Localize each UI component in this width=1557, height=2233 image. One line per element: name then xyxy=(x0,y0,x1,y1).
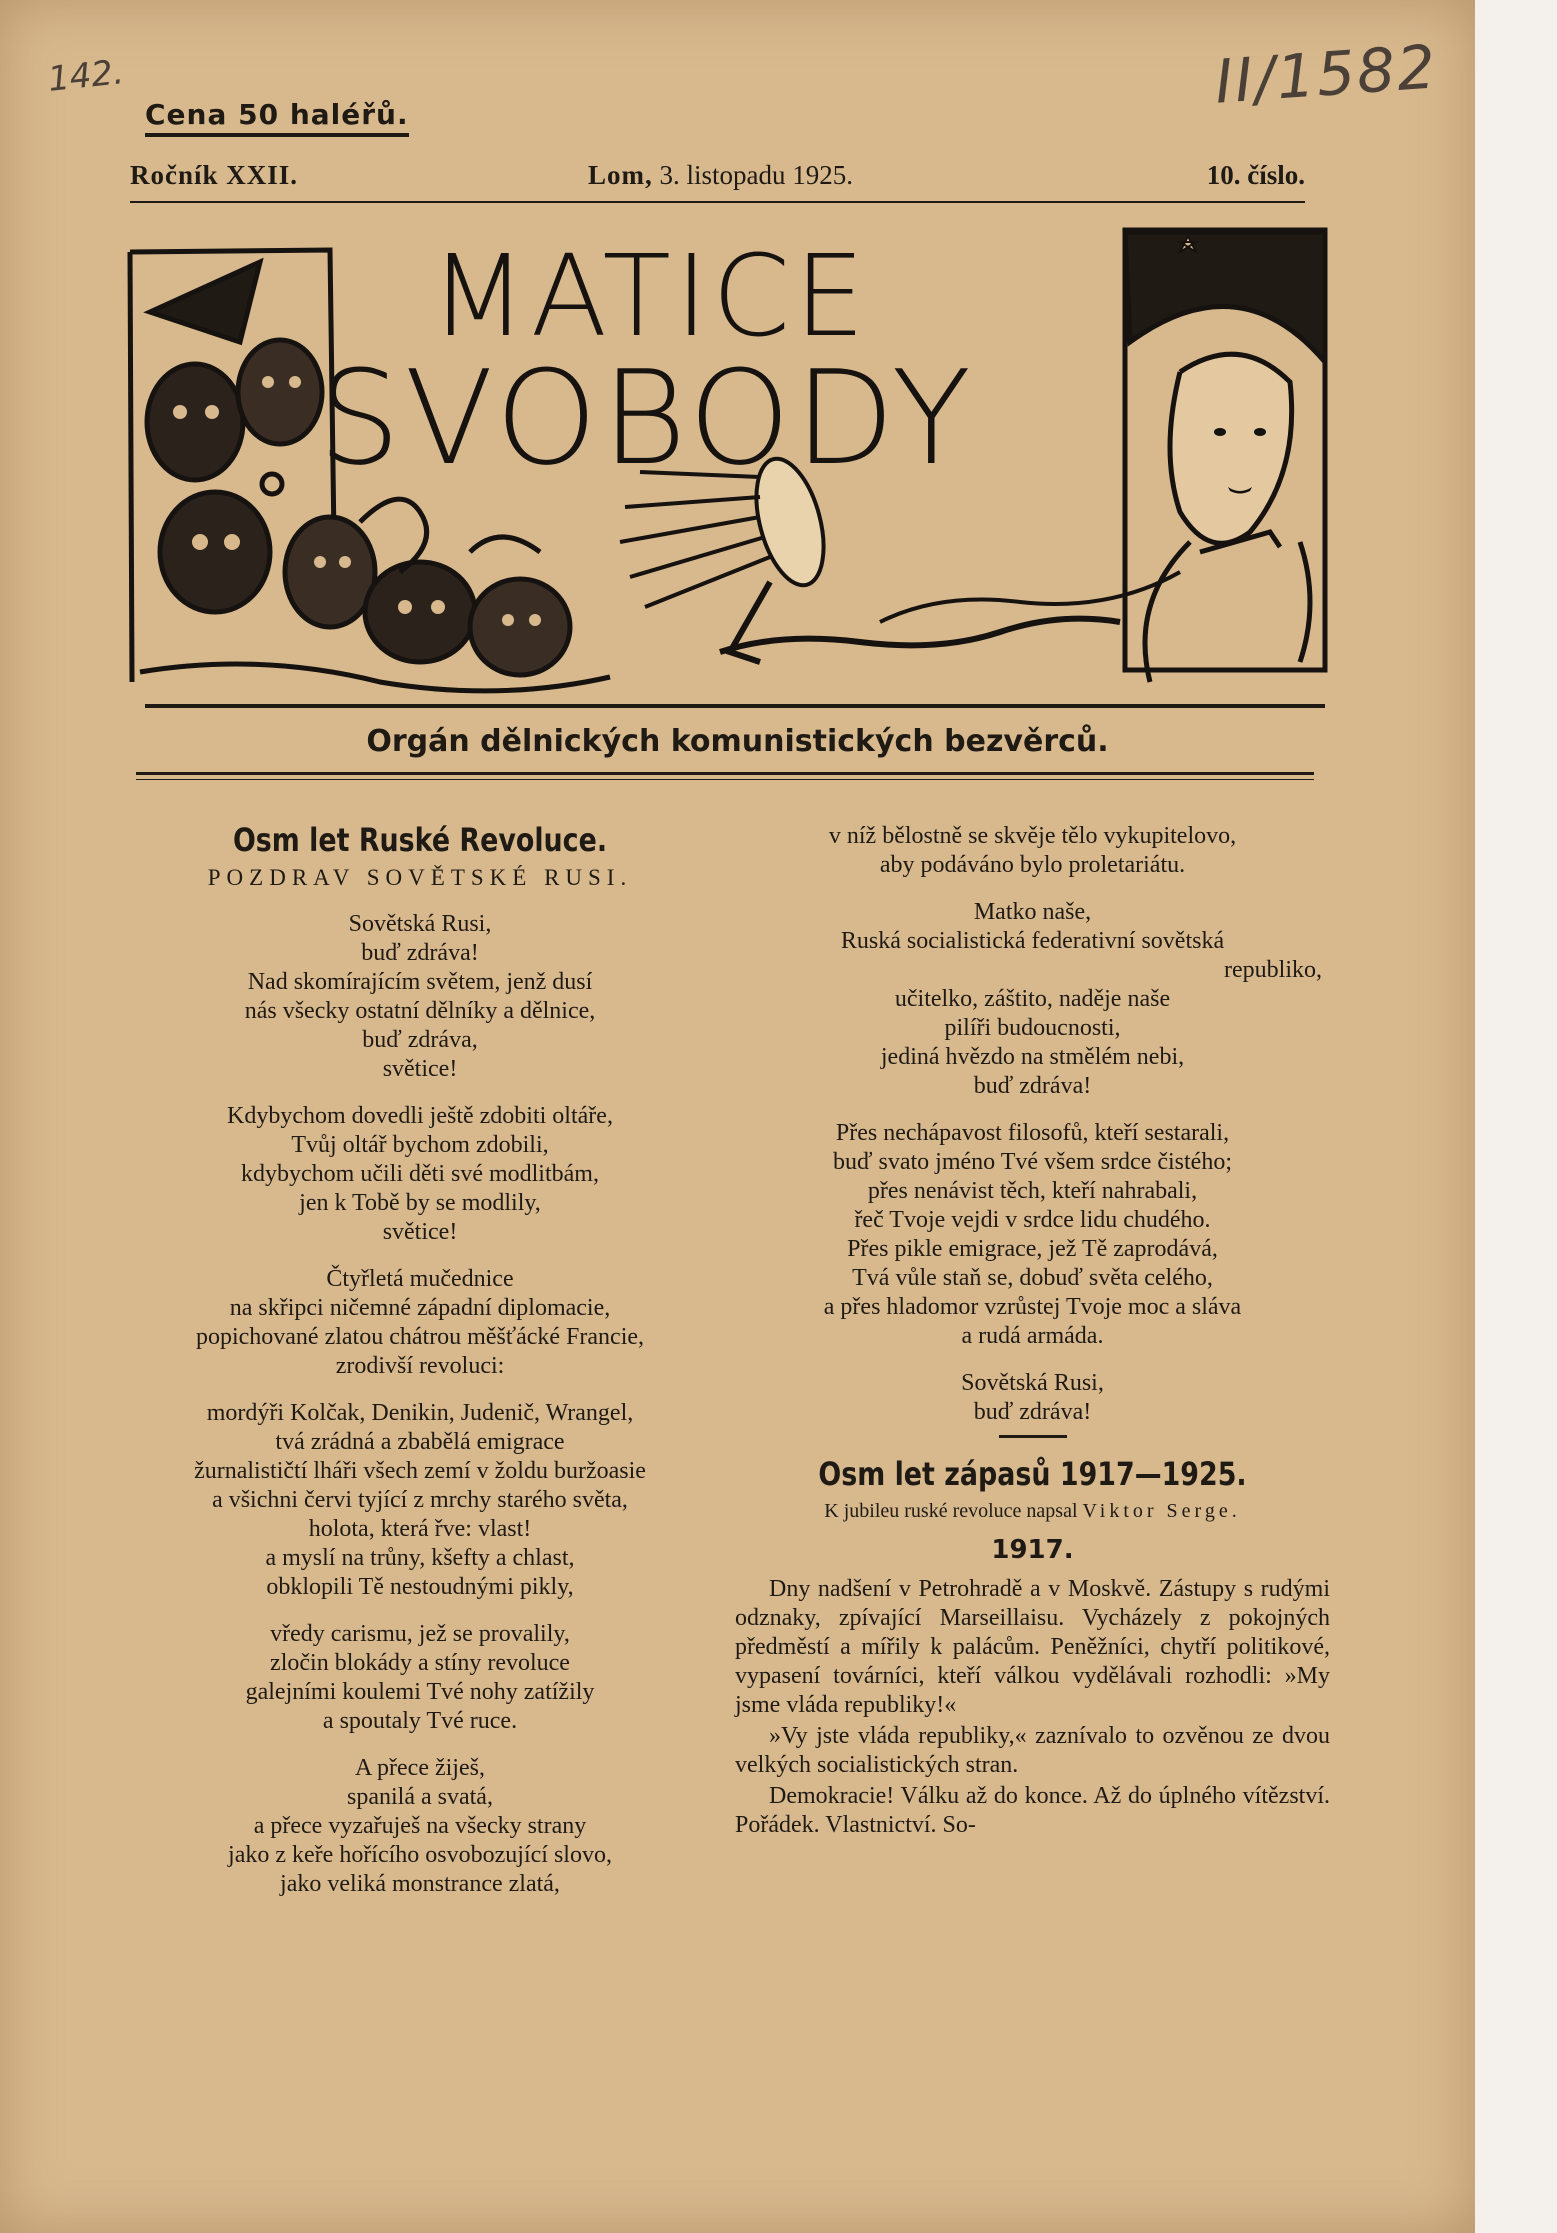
poem-line: jediná hvězdo na stmělém nebi, xyxy=(880,1044,1185,1070)
poem-line: Kdybychom dovedli ještě zdobiti oltáře, xyxy=(227,1103,613,1129)
article-paragraph: »Vy jste vláda republiky,« zaznívalo to ozvěnou ze dvou velkých socialistických stran. xyxy=(735,1723,1330,1778)
article-paragraph: Demokracie! Válku až do konce. Až do úplného vítězství. Pořádek. Vlastnictví. So- xyxy=(735,1783,1330,1838)
poem-stanza xyxy=(735,898,1330,956)
poem-line: aby podáváno bylo proletariátu. xyxy=(879,852,1186,878)
masthead xyxy=(120,222,1340,722)
poem-line: a rudá armáda. xyxy=(961,1323,1104,1349)
poem-line: Sovětská Rusi, xyxy=(348,911,492,937)
poem-line: galejními koulemi Tvé nohy zatížily xyxy=(245,1679,595,1705)
poem-line: přes nenávist těch, kteří nahrabali, xyxy=(867,1178,1198,1204)
poem-line: Matko naše, xyxy=(973,899,1092,925)
poem-line: buď zdráva! xyxy=(973,1399,1092,1425)
poem-line: spanilá a svatá, xyxy=(347,1784,493,1810)
poem-stanza xyxy=(130,1102,710,1247)
poem-line: a všichni červi tyjící z mrchy starého světa, xyxy=(212,1487,628,1513)
date-label: 3. listopadu 1925. xyxy=(652,160,853,190)
byline-author: Viktor Serge. xyxy=(1082,1500,1241,1522)
section-divider xyxy=(999,1435,1067,1438)
subtitle-rule xyxy=(136,772,1314,780)
poem-line: a přece vyzařuješ na všecky strany xyxy=(253,1813,587,1839)
subtitle: Orgán dělnických komunistických bezvěrců. xyxy=(366,724,1109,759)
article-kicker: POZDRAV SOVĚTSKÉ RUSI. xyxy=(207,865,633,890)
poem-line: zločin blokády a stíny revoluce xyxy=(270,1650,570,1676)
poem-stanza xyxy=(735,985,1330,1101)
poem-line: Nad skomírajícím světem, jenž dusí xyxy=(247,969,593,995)
poem-line: vředy carismu, jež se provalily, xyxy=(270,1621,570,1647)
poem-line: mordýři Kolčak, Denikin, Judenič, Wrangel, xyxy=(206,1400,634,1426)
price-label: Cena 50 haléřů. xyxy=(145,98,409,137)
article-byline xyxy=(735,1497,1330,1526)
left-column xyxy=(130,821,710,1917)
poem-line: buď zdráva! xyxy=(361,940,479,966)
poem-line: A přece žiješ, xyxy=(355,1755,485,1781)
poem-line: jen k Tobě by se modlily, xyxy=(299,1190,541,1216)
article-headline: Osm let zápasů 1917—1925. xyxy=(818,1455,1247,1493)
poem-line: světice! xyxy=(382,1056,458,1082)
poem-line: a přes hladomor vzrůstej Tvoje moc a sláva xyxy=(823,1294,1242,1320)
poem-line: Tvůj oltář bychom zdobili, xyxy=(291,1132,549,1158)
right-column xyxy=(735,822,1330,1842)
poem-line: Sovětská Rusi, xyxy=(961,1370,1104,1396)
poem-line: popichované zlatou chátrou měšťácké Francie, xyxy=(195,1324,645,1350)
poem-stanza xyxy=(735,1119,1330,1351)
poem-stanza xyxy=(130,1754,710,1899)
poem-stanza xyxy=(735,1369,1330,1427)
poem-line: zrodivší revoluci: xyxy=(335,1353,505,1379)
place-label: Lom, xyxy=(588,160,653,190)
poem-line: buď zdráva, xyxy=(362,1027,478,1053)
poem-line: kdybychom učili děti své modlitbám, xyxy=(241,1161,599,1187)
issue-number: 10. číslo. xyxy=(1206,160,1305,190)
poem-line: buď svato jméno Tvé všem srdce čistého; xyxy=(833,1149,1232,1175)
poem-line: světice! xyxy=(382,1219,458,1245)
issue-info-line xyxy=(130,160,1305,196)
header-rule xyxy=(130,201,1305,203)
poem-line: žurnalističtí lháři všech zemí v žoldu buržoasie xyxy=(194,1458,646,1484)
scan-background xyxy=(1475,0,1557,2233)
poem-line: Ruská socialistická federativní sovětská xyxy=(840,928,1225,954)
handwritten-note-left: 142. xyxy=(46,52,126,100)
section-year: 1917. xyxy=(991,1535,1074,1565)
masthead-title-line2: SVOBODY xyxy=(318,342,976,494)
poem-line: obklopili Tě nestoudnými pikly, xyxy=(266,1574,574,1600)
poem-line: republiko, xyxy=(1224,957,1322,983)
poem-stanza xyxy=(130,910,710,1084)
poem-stanza xyxy=(130,1265,710,1381)
poem-line: buď zdráva! xyxy=(973,1073,1092,1099)
poem-line: Tvá vůle staň se, dobuď světa celého, xyxy=(852,1265,1213,1291)
poem-line: jako z keře hořícího osvobozující slovo, xyxy=(228,1842,612,1868)
poem-stanza xyxy=(735,822,1330,880)
poem-line: nás všecky ostatní dělníky a dělnice, xyxy=(244,998,596,1024)
poem-line: a myslí na trůny, kšefty a chlast, xyxy=(265,1545,575,1571)
article-paragraph: Dny nadšení v Petrohradě a v Moskvě. Zástupy s rudými odznaky, zpívající Marseillaisu. Vycházely z pokojných předměstí a mířily k palácům. Peněžníci, chytří politikové, vypasení továrníci, kteří válkou vydělávali rozhodli: »My jsme vláda republiky!« xyxy=(735,1576,1330,1718)
poem-line: a spoutaly Tvé ruce. xyxy=(322,1708,518,1734)
date-line xyxy=(588,160,853,191)
poem-line: Čtyřletá mučednice xyxy=(326,1266,514,1292)
poem-line: pilíři budoucnosti, xyxy=(944,1015,1121,1041)
poem-line: tvá zrádná a zbabělá emigrace xyxy=(275,1429,565,1455)
masthead-rule xyxy=(145,704,1325,708)
poem-line: Přes nechápavost filosofů, kteří sestarali, xyxy=(835,1120,1230,1146)
poem-line: na skřipci ničemné západní diplomacie, xyxy=(229,1295,611,1321)
poem-line: učitelko, záštito, naděje naše xyxy=(894,986,1171,1012)
masthead-title-line1: MATICE xyxy=(430,232,869,362)
poem-line: Přes pikle emigrace, jež Tě zaprodává, xyxy=(847,1236,1218,1262)
poem-stanza xyxy=(130,1399,710,1602)
article-headline: Osm let Ruské Revoluce. xyxy=(232,821,608,859)
volume-label: Ročník XXII. xyxy=(130,160,299,190)
poem-line: holota, která řve: vlast! xyxy=(308,1516,532,1542)
poem-line: jako veliká monstrance zlatá, xyxy=(280,1871,560,1897)
poem-line: řeč Tvoje vejdi v srdce lidu chudého. xyxy=(854,1207,1211,1233)
poem-stanza xyxy=(130,1620,710,1736)
byline-prefix: K jubileu ruské revoluce napsal xyxy=(824,1500,1078,1522)
poem-line: v níž bělostně se skvěje tělo vykupitelovo, xyxy=(828,823,1237,849)
handwritten-note-right: II/1582 xyxy=(1212,32,1440,118)
